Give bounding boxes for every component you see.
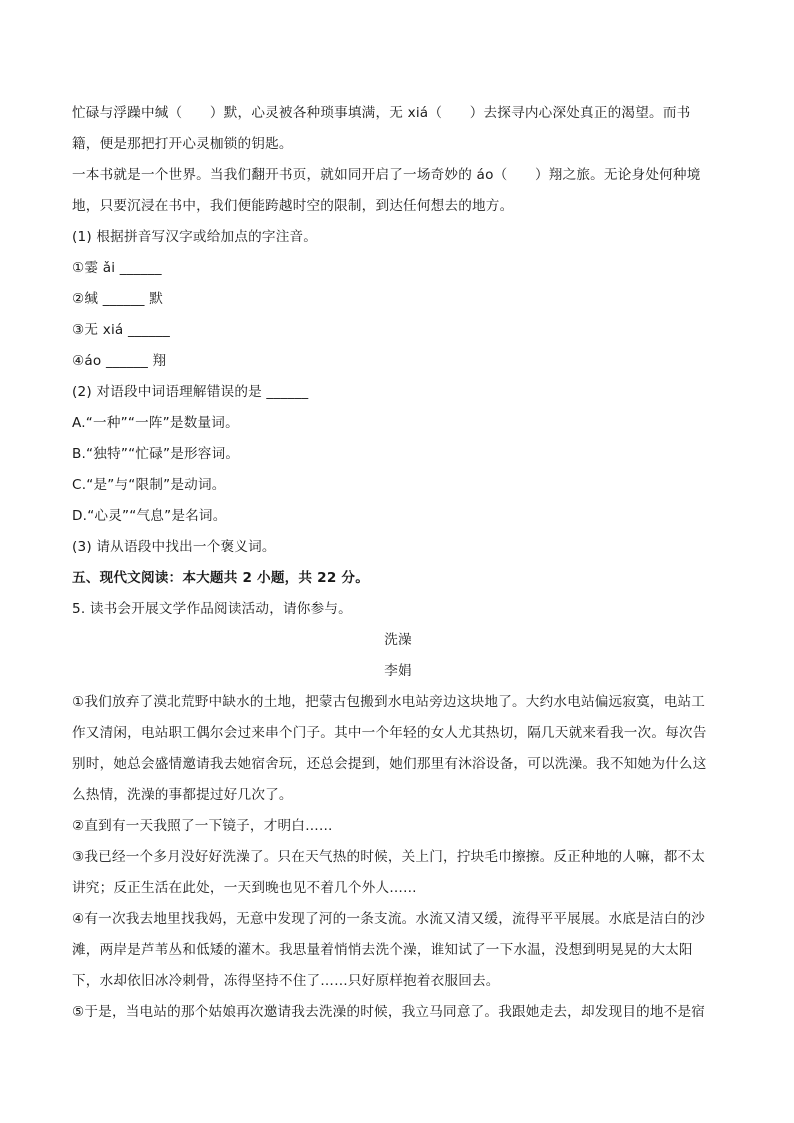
question-2-option: A.“一种”“一阵”是数量词。 [72, 415, 239, 431]
intro-line-3: 一本书就是一个世界。当我们翻开书页，就如同开启了一场奇妙的 áo（ ）翔之旅。无论身处何种境 [72, 167, 701, 183]
passage-line: ③我已经一个多月没好好洗澡了。只在天气热的时候，关上门，拧块毛巾擦擦。反正种地的人嘛，都不太 [72, 849, 706, 865]
passage-line: 别时，她总会盛情邀请我去她宿舍玩，还总会提到，她们那里有沐浴设备，可以洗澡。我不知她为什么这 [72, 756, 707, 772]
section-intro: 5. 读书会开展文学作品阅读活动，请你参与。 [72, 601, 352, 617]
intro-line-4: 地，只要沉浸在书中，我们便能跨越时空的限制，到达任何想去的地方。 [72, 198, 514, 214]
passage-line: 下，水却依旧冰冷刺骨，冻得坚持不住了……只好原样抱着衣服回去。 [72, 973, 500, 989]
question-1-prompt: (1) 根据拼音写汉字或给加点的字注音。 [72, 229, 318, 245]
passage-line: ②直到有一天我照了一下镜子，才明白…… [72, 818, 333, 834]
passage-line: 讲究；反正生活在此处，一天到晚也见不着几个外人…… [72, 880, 417, 896]
section-heading: 五、现代文阅读：本大题共 2 小题，共 22 分。 [72, 570, 369, 586]
passage-line: 滩，两岸是芦苇丛和低矮的灌木。我思量着悄悄去洗个澡，谁知试了一下水温，没想到明晃晃的大太阳 [72, 942, 693, 958]
intro-line-1: 忙碌与浮躁中缄（ ）默，心灵被各种琐事填满，无 xiá（ ）去探寻内心深处真正的渴望。而书 [72, 105, 691, 121]
passage-line: ④有一次我去地里找我妈，无意中发现了河的一条支流。水流又清又缓，流得平平展展。水底是洁白的沙 [72, 911, 706, 927]
document-page [72, 98, 724, 1028]
passage-line: 么热情，洗澡的事都提过好几次了。 [72, 787, 293, 803]
passage-title: 洗澡 [384, 632, 412, 648]
question-1-item: ③无 xiá ______ [72, 322, 170, 338]
passage-line: ⑤于是，当电站的那个姑娘再次邀请我去洗澡的时候，我立马同意了。我跟她走去，却发现目的地不是宿 [72, 1004, 706, 1020]
question-1-item: ④áo ______ 翔 [72, 353, 167, 369]
question-2-option: C.“是”与“限制”是动词。 [72, 477, 226, 493]
question-2-option: D.“心灵”“气息”是名词。 [72, 508, 227, 524]
passage-line: 作又清闲，电站职工偶尔会过来串个门子。其中一个年轻的女人尤其热切，隔几天就来看我一次。每次告 [72, 725, 707, 741]
intro-line-2: 籍，便是那把打开心灵枷锁的钥匙。 [72, 136, 293, 152]
question-1-item: ①霎 ǎi ______ [72, 260, 162, 276]
question-1-item: ②缄 ______ 默 [72, 291, 163, 307]
question-2-prompt: (2) 对语段中词语理解错误的是 ______ [72, 384, 309, 400]
passage-line: ①我们放弃了漠北荒野中缺水的土地，把蒙古包搬到水电站旁边这块地了。大约水电站偏远寂寞，电站工 [72, 694, 706, 710]
question-2-option: B.“独特”“忙碌”是形容词。 [72, 446, 240, 462]
question-3-prompt: (3) 请从语段中找出一个褒义词。 [72, 539, 276, 555]
passage-author: 李娟 [384, 663, 412, 679]
